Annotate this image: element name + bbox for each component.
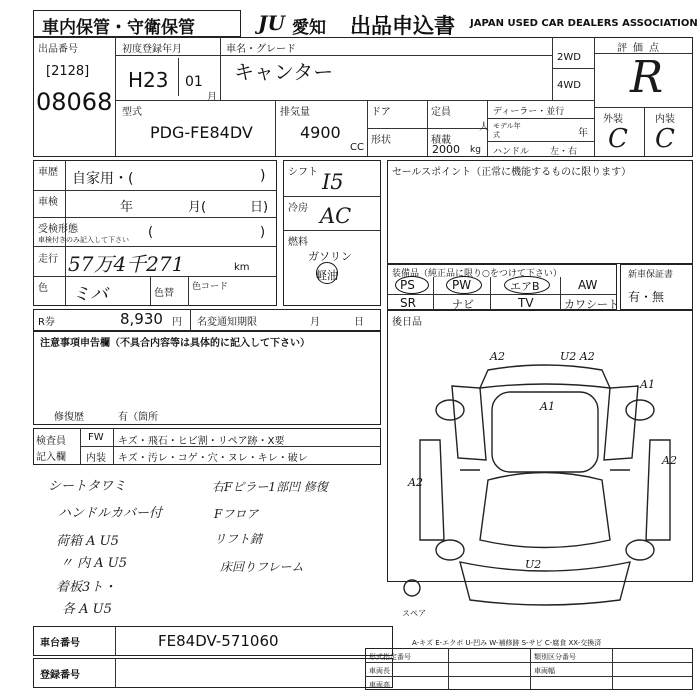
interior-label: 内装 (655, 114, 675, 125)
type-spec-label: 形式指定番号 (369, 653, 411, 661)
exterior-label: 外装 (603, 114, 623, 125)
shape-label: 形状 (371, 135, 391, 146)
displacement-label: 排気量 (280, 107, 310, 118)
repair-value: 有（箇所 (118, 412, 158, 423)
width-label: 車両幅 (534, 667, 555, 675)
note-left-1: シートタワミ (48, 479, 127, 494)
first-reg-label: 初度登録年月 (122, 44, 182, 55)
mark-top-left: A2 (490, 350, 505, 363)
note-left-5: 着板3ト・ (56, 580, 117, 595)
model-value: キャンター (234, 60, 334, 84)
dealer-label: ディーラー・並行 (493, 107, 565, 117)
receipt-open: ( (148, 225, 154, 240)
equip-ps-circle (395, 276, 429, 294)
registration-label: 登録番号 (40, 670, 80, 681)
color-code-label: 色コード (192, 282, 229, 292)
equipment-label: 装備品（純正品に限り○をつけて下さい） (392, 269, 562, 279)
equip-airbag: エアB (510, 280, 540, 293)
equip-pw: PW (452, 278, 472, 292)
type-value: PDG-FE84DV (150, 123, 253, 142)
association-name: JAPAN USED CAR DEALERS ASSOCIATION (470, 18, 698, 29)
logo-region: 愛知 (292, 18, 326, 38)
later-docs-label: 後日品 (392, 317, 422, 328)
mark-roof: A1 (540, 400, 555, 413)
equip-navi: ナビ (452, 298, 474, 311)
drive-4wd: 4WD (557, 80, 581, 91)
notice-day: 日 (354, 317, 364, 328)
equip-aw: AW (578, 278, 598, 292)
interior-grade: C (655, 124, 675, 154)
year-unit: 年 (578, 128, 588, 139)
history-label: 車歴 (38, 167, 58, 178)
mark-left-mid: A2 (408, 476, 423, 489)
door-label: ドア (371, 107, 391, 118)
capacity-label: 定員 (431, 107, 451, 118)
capacity-unit: 人 (479, 122, 489, 133)
interior-inspect-label: 内装 (86, 453, 106, 464)
first-reg-month-unit: 月 (207, 92, 217, 103)
shift-value: I5 (322, 170, 344, 194)
km-unit: km (234, 262, 250, 273)
kg-unit: kg (470, 145, 481, 155)
handle-label: ハンドル (493, 147, 530, 157)
history-close: ) (260, 168, 266, 184)
fw-label: FW (88, 432, 104, 443)
mileage-label: 走行 (38, 254, 58, 265)
interior-inspect-items: キズ・汚レ・コゲ・穴・ヌレ・キレ・破レ (118, 453, 308, 464)
inspector-label-2: 記入欄 (36, 452, 66, 463)
notice-month: 月 (310, 317, 320, 328)
displacement-value: 4900 (300, 123, 341, 142)
repair-label: 修復歴 (54, 412, 84, 423)
color-label: 色 (38, 283, 48, 294)
lot-bracket: [2128] (46, 64, 90, 79)
note-right-3: リフト錆 (214, 532, 263, 546)
note-left-4: 〃 内 A U5 (60, 556, 128, 571)
inspection-year: 年 (120, 200, 134, 215)
equip-pw-circle (446, 276, 482, 294)
fuel-gas: ガソリン (308, 250, 352, 263)
equip-tv: TV (518, 296, 534, 310)
inspection-day: 日) (250, 200, 269, 215)
frame-label: 車台番号 (40, 638, 80, 649)
type-label: 型式 (122, 107, 142, 118)
mileage-value: 57万4千271 (68, 252, 185, 276)
receipt-label: 受検形態 (38, 224, 78, 235)
fuel-diesel-circle (316, 262, 338, 284)
inspection-month: 月( (188, 200, 207, 215)
note-right-4: 床回りフレーム (220, 560, 304, 574)
load-value: 2000 (432, 143, 460, 156)
equip-kawa-seat: カワシート (564, 298, 619, 311)
shift-label: シフト (288, 167, 318, 178)
note-right-2: Fフロア (214, 507, 259, 521)
note-left-6: 各 A U5 (62, 602, 112, 617)
mark-spare: スペア (402, 609, 426, 618)
load-label: 積載 (431, 135, 451, 146)
equip-airbag-circle (504, 276, 550, 294)
note-left-3: 荷箱 A U5 (56, 534, 119, 549)
mark-top-right: U2 A2 (560, 350, 595, 363)
cc-unit: CC (350, 142, 364, 153)
notes-label: 注意事項申告欄（不具合内容等は具体的に記入して下さい） (40, 338, 310, 349)
exterior-grade: C (608, 124, 628, 154)
score-label: 評価点 (617, 43, 665, 54)
model-label: 車名・グレード (226, 44, 296, 55)
first-reg-month: 01 (185, 74, 203, 90)
sales-point-label: セールスポイント（正常に機能するものに限ります） (392, 167, 632, 178)
category-label: 類別区分番号 (534, 653, 576, 661)
inspector-label-1: 検査員 (36, 436, 66, 447)
fw-items: キズ・飛石・ヒビ割・リペア跡・X要 (118, 436, 285, 447)
tax-yen: 円 (172, 317, 182, 328)
handle-options: 左・右 (550, 147, 578, 157)
color-change-label: 色替 (154, 288, 174, 299)
vehicle-damage-diagram (400, 340, 690, 620)
height-label: 車両高 (369, 681, 390, 689)
equip-sr: SR (400, 296, 416, 310)
notice-label: 名変通知期限 (197, 317, 257, 328)
note-left-2: ハンドルカバー付 (58, 506, 163, 521)
fuel-label: 燃料 (288, 237, 308, 248)
drive-2wd: 2WD (557, 52, 581, 63)
receipt-note: 車検付きのみ記入して下さい (38, 236, 129, 244)
ju-logo: JU (258, 11, 285, 35)
mark-right-upper: A1 (640, 378, 655, 391)
spec-numbers-box (365, 648, 693, 690)
score-value: R (630, 52, 664, 103)
damage-legend: A-キズ E-エクボ U-凹み W-補修跡 S-サビ C-腐食 XX-交換済 (412, 639, 602, 647)
ac-label: 冷房 (288, 203, 308, 214)
lot-number: 08068 (36, 88, 113, 116)
receipt-close: ) (260, 225, 266, 240)
first-reg-year: H23 (128, 68, 169, 92)
storage-title: 車内保管・守衛保管 (42, 18, 195, 38)
note-right-1: 右Fピラー1部凹 修復 (212, 480, 328, 494)
fuel-diesel: 軽油 (316, 269, 338, 282)
tax-amount: 8,930 (120, 310, 163, 328)
warranty-options: 有・無 (628, 290, 665, 304)
mark-bottom: U2 (525, 558, 542, 571)
frame-value: FE84DV-571060 (158, 632, 279, 650)
mark-right-mid: A2 (662, 454, 677, 467)
length-label: 車両長 (369, 667, 390, 675)
form-title: 出品申込書 (350, 14, 455, 38)
tax-label: R券 (38, 317, 55, 328)
lot-number-label: 出品番号 (38, 44, 78, 55)
warranty-label: 新車保証書 (628, 270, 674, 280)
inspection-label: 車検 (38, 197, 58, 208)
model-year-label: モデル年式 (493, 122, 521, 139)
history-value: 自家用・( (72, 171, 134, 187)
equip-ps: PS (400, 278, 415, 292)
ac-value: AC (320, 204, 352, 228)
registration-row (33, 658, 393, 688)
color-value: ミバ (72, 284, 108, 305)
